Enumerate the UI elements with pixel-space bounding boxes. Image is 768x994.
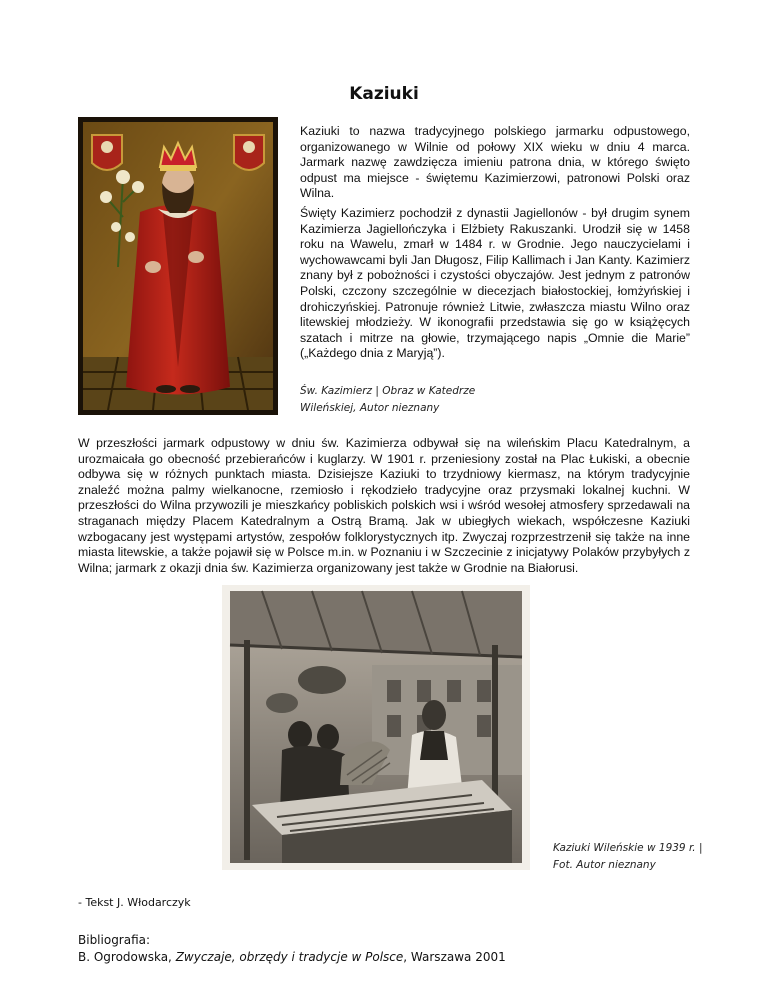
- intro-paragraph: Kaziuki to nazwa tradycyjnego polskiego jarmarku odpustowego, organizowanego w Wilnie od połowy XIX wieku w dniu 4 marca. Jarmark nazwę zawdzięcza imieniu patrona dnia, w którego święto odpust ma miejsce - świętemu Kazimierzowi, patronowi Polski oraz Wilna.: [300, 124, 690, 201]
- bibliography-author: B. Ogrodowska,: [78, 950, 176, 964]
- bibliography-entry: [78, 949, 506, 966]
- bibliography: [78, 932, 506, 966]
- portrait-caption: Św. Kazimierz | Obraz w Katedrze Wileńskiej, Autor nieznany: [300, 385, 476, 414]
- saint-casimir-painting: [78, 117, 278, 415]
- bibliography-publication: , Warszawa 2001: [403, 950, 506, 964]
- bibliography-book-title: Zwyczaje, obrzędy i tradycje w Polsce: [175, 950, 404, 964]
- saint-paragraph: Święty Kazimierz pochodził z dynastii Jagiellonów - był drugim synem Kazimierza Jagiellończyka i Elżbiety Rakuszanki. Urodził się w 1458 roku na Wawelu, zmarł w 1484 r. w Grodnie. Jego nauczycielami i wychowawcami byli Jan Długosz, Filip Kallimach i Jan Kanty. Kazimierz znany był z pobożności i czystości obyczajów. Jest jednym z patronów Polski, czczony szczególnie w diecezjach białostockiej, łomżyńskiej i drohiczyńskiej. Patronuje również Litwie, zwłaszcza miastu Wilno oraz litewskiej młodzieży. W ikonografii przedstawia się go w książęcych szatach i mitrze na głowie, trzymającego napis „Omnie die Marie” („Każdego dnia z Maryją”).: [300, 206, 690, 361]
- bibliography-heading: Bibliografia:: [78, 933, 151, 947]
- author-credit: - Tekst J. Włodarczyk: [78, 896, 191, 909]
- market-1939-photo: [222, 585, 530, 870]
- page-title: Kaziuki: [349, 84, 419, 104]
- history-paragraph: W przeszłości jarmark odpustowy w dniu św. Kazimierza odbywał się na wileńskim Placu Katedralnym, a urozmaicała go obecność przebierańców i kuglarzy. W 1901 r. przeniesiony został na Plac Łukiski, a obecnie odbywa się w różnych punktach miasta. Dzisiejsze Kaziuki to trzydniowy kiermasz, na którym tradycyjnie znaleźć można palmy wielkanocne, rzemiosło i rękodzieło tradycyjne oraz przysmaki lokalnej kuchni. W przeszłości do Wilna przywozili je mieszkańcy pobliskich polskich wsi i wśród wesołej atmosfery sprzedawali na straganach między Placem Katedralnym a Ostrą Bramą. Jak w ubiegłych wiekach, współczesne Kaziuki wzbogacany jest występami artystów, zespołów folklorystycznych itp. Zwyczaj rozprzestrzenił się także na inne miasta litewskie, a także pojawił się w Polsce m.in. w Poznaniu i w Szczecinie z inicjatywy Polaków przybyłych z Wilna; jarmark z okazji dnia św. Kazimierza organizowany jest także w Grodnie na Białorusi.: [78, 436, 690, 575]
- photo-caption: Kaziuki Wileńskie w 1939 r. | Fot. Autor nieznany: [553, 842, 703, 871]
